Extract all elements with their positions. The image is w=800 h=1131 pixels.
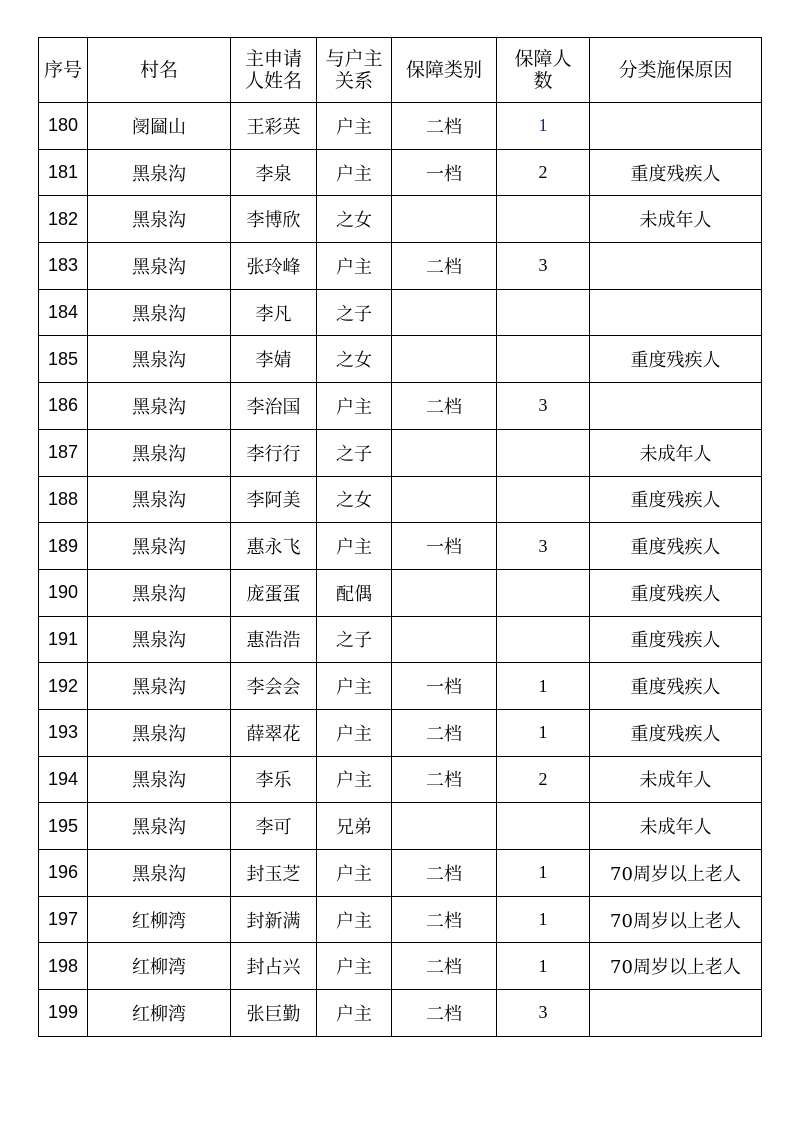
cell-count [497, 196, 590, 243]
cell-reason: 重度残疾人 [590, 523, 762, 570]
cell-village: 黑泉沟 [88, 756, 231, 803]
cell-reason: 重度残疾人 [590, 569, 762, 616]
header-village: 村名 [88, 38, 231, 103]
cell-category [392, 476, 497, 523]
cell-applicant-name: 封玉芝 [231, 850, 317, 897]
cell-applicant-name: 李博欣 [231, 196, 317, 243]
cell-reason: 重度残疾人 [590, 476, 762, 523]
cell-applicant-name: 李泉 [231, 149, 317, 196]
header-index: 序号 [39, 38, 88, 103]
table-row [39, 103, 762, 150]
cell-index: 193 [39, 709, 88, 756]
cell-village: 黑泉沟 [88, 476, 231, 523]
cell-relation: 户主 [317, 243, 392, 290]
cell-category: 二档 [392, 383, 497, 430]
cell-relation: 之子 [317, 616, 392, 663]
table-row [39, 990, 762, 1037]
cell-relation: 户主 [317, 149, 392, 196]
table-row [39, 149, 762, 196]
cell-category: 一档 [392, 663, 497, 710]
cell-index: 194 [39, 756, 88, 803]
cell-count [497, 429, 590, 476]
cell-reason: 未成年人 [590, 803, 762, 850]
table-row [39, 616, 762, 663]
cell-category: 二档 [392, 756, 497, 803]
cell-category: 二档 [392, 103, 497, 150]
cell-village: 黑泉沟 [88, 709, 231, 756]
cell-count: 2 [497, 149, 590, 196]
cell-village: 黑泉沟 [88, 523, 231, 570]
cell-category: 二档 [392, 850, 497, 897]
cell-applicant-name: 薛翠花 [231, 709, 317, 756]
cell-reason: 70周岁以上老人 [590, 850, 762, 897]
cell-applicant-name: 李婧 [231, 336, 317, 383]
cell-village: 黑泉沟 [88, 569, 231, 616]
cell-category [392, 289, 497, 336]
cell-relation: 户主 [317, 709, 392, 756]
cell-index: 198 [39, 943, 88, 990]
cell-category: 二档 [392, 896, 497, 943]
cell-relation: 户主 [317, 896, 392, 943]
cell-reason [590, 103, 762, 150]
cell-relation: 之女 [317, 196, 392, 243]
cell-relation: 户主 [317, 663, 392, 710]
cell-category: 一档 [392, 149, 497, 196]
cell-village: 黑泉沟 [88, 196, 231, 243]
cell-count: 1 [497, 709, 590, 756]
table-row [39, 803, 762, 850]
cell-category [392, 429, 497, 476]
cell-reason: 重度残疾人 [590, 616, 762, 663]
cell-category: 二档 [392, 943, 497, 990]
header-count: 保障人数 [497, 38, 590, 103]
cell-reason [590, 383, 762, 430]
table-row [39, 756, 762, 803]
cell-index: 187 [39, 429, 88, 476]
cell-index: 192 [39, 663, 88, 710]
table-row [39, 336, 762, 383]
cell-index: 180 [39, 103, 88, 150]
cell-count [497, 803, 590, 850]
cell-applicant-name: 李凡 [231, 289, 317, 336]
header-category: 保障类别 [392, 38, 497, 103]
cell-reason: 未成年人 [590, 429, 762, 476]
cell-index: 191 [39, 616, 88, 663]
cell-reason [590, 990, 762, 1037]
cell-index: 197 [39, 896, 88, 943]
table-row [39, 896, 762, 943]
cell-category [392, 569, 497, 616]
table-row [39, 523, 762, 570]
table-row [39, 383, 762, 430]
cell-reason: 重度残疾人 [590, 709, 762, 756]
cell-village: 黑泉沟 [88, 803, 231, 850]
cell-count: 1 [497, 943, 590, 990]
cell-relation: 之子 [317, 429, 392, 476]
table-row [39, 243, 762, 290]
cell-count [497, 289, 590, 336]
cell-applicant-name: 张巨勤 [231, 990, 317, 1037]
table-row [39, 289, 762, 336]
cell-count: 3 [497, 383, 590, 430]
header-row [39, 38, 762, 103]
cell-category: 二档 [392, 990, 497, 1037]
cell-reason: 重度残疾人 [590, 149, 762, 196]
cell-category: 二档 [392, 709, 497, 756]
cell-reason [590, 289, 762, 336]
table-row [39, 943, 762, 990]
cell-applicant-name: 李可 [231, 803, 317, 850]
cell-category [392, 803, 497, 850]
cell-count [497, 336, 590, 383]
cell-count: 3 [497, 523, 590, 570]
cell-village: 红柳湾 [88, 896, 231, 943]
cell-index: 182 [39, 196, 88, 243]
table-row [39, 709, 762, 756]
cell-category [392, 616, 497, 663]
cell-count: 1 [497, 103, 590, 150]
cell-index: 186 [39, 383, 88, 430]
cell-relation: 之女 [317, 336, 392, 383]
header-reason: 分类施保原因 [590, 38, 762, 103]
cell-relation: 之女 [317, 476, 392, 523]
cell-reason: 70周岁以上老人 [590, 896, 762, 943]
cell-index: 181 [39, 149, 88, 196]
cell-village: 红柳湾 [88, 943, 231, 990]
cell-applicant-name: 封占兴 [231, 943, 317, 990]
cell-relation: 户主 [317, 850, 392, 897]
table-row [39, 196, 762, 243]
cell-index: 196 [39, 850, 88, 897]
cell-index: 190 [39, 569, 88, 616]
cell-count: 3 [497, 243, 590, 290]
cell-applicant-name: 张玲峰 [231, 243, 317, 290]
cell-applicant-name: 惠永飞 [231, 523, 317, 570]
table-body [39, 103, 762, 1037]
cell-count [497, 569, 590, 616]
cell-reason: 未成年人 [590, 756, 762, 803]
cell-index: 184 [39, 289, 88, 336]
table-row [39, 429, 762, 476]
cell-applicant-name: 李乐 [231, 756, 317, 803]
cell-reason [590, 243, 762, 290]
cell-relation: 户主 [317, 756, 392, 803]
cell-count: 2 [497, 756, 590, 803]
table-row [39, 663, 762, 710]
table-row [39, 476, 762, 523]
cell-relation: 配偶 [317, 569, 392, 616]
cell-village: 黑泉沟 [88, 336, 231, 383]
cell-count: 3 [497, 990, 590, 1037]
cell-relation: 之子 [317, 289, 392, 336]
cell-relation: 户主 [317, 990, 392, 1037]
cell-village: 黑泉沟 [88, 289, 231, 336]
cell-reason: 70周岁以上老人 [590, 943, 762, 990]
cell-category [392, 336, 497, 383]
cell-relation: 户主 [317, 103, 392, 150]
cell-applicant-name: 庞蛋蛋 [231, 569, 317, 616]
cell-category: 二档 [392, 243, 497, 290]
cell-relation: 户主 [317, 943, 392, 990]
cell-index: 189 [39, 523, 88, 570]
cell-count: 1 [497, 663, 590, 710]
cell-applicant-name: 李行行 [231, 429, 317, 476]
cell-category: 一档 [392, 523, 497, 570]
cell-reason: 重度残疾人 [590, 336, 762, 383]
table-row [39, 850, 762, 897]
cell-village: 黑泉沟 [88, 616, 231, 663]
header-relation: 与户主关系 [317, 38, 392, 103]
cell-village: 红柳湾 [88, 990, 231, 1037]
cell-applicant-name: 惠浩浩 [231, 616, 317, 663]
table-row [39, 569, 762, 616]
cell-category [392, 196, 497, 243]
cell-count: 1 [497, 850, 590, 897]
cell-index: 199 [39, 990, 88, 1037]
cell-village: 黑泉沟 [88, 850, 231, 897]
cell-applicant-name: 李会会 [231, 663, 317, 710]
cell-index: 185 [39, 336, 88, 383]
cell-index: 195 [39, 803, 88, 850]
cell-reason: 重度残疾人 [590, 663, 762, 710]
cell-applicant-name: 王彩英 [231, 103, 317, 150]
header-applicant: 主申请人姓名 [231, 38, 317, 103]
cell-applicant-name: 封新满 [231, 896, 317, 943]
cell-index: 183 [39, 243, 88, 290]
cell-applicant-name: 李治国 [231, 383, 317, 430]
cell-relation: 兄弟 [317, 803, 392, 850]
cell-village: 黑泉沟 [88, 383, 231, 430]
cell-count [497, 616, 590, 663]
cell-applicant-name: 李阿美 [231, 476, 317, 523]
cell-relation: 户主 [317, 383, 392, 430]
cell-count [497, 476, 590, 523]
cell-village: 黑泉沟 [88, 149, 231, 196]
cell-village: 黑泉沟 [88, 429, 231, 476]
cell-village: 黑泉沟 [88, 663, 231, 710]
cell-count: 1 [497, 896, 590, 943]
cell-village: 阌圙山 [88, 103, 231, 150]
cell-index: 188 [39, 476, 88, 523]
assistance-roster-table [38, 37, 762, 1037]
cell-reason: 未成年人 [590, 196, 762, 243]
cell-village: 黑泉沟 [88, 243, 231, 290]
cell-relation: 户主 [317, 523, 392, 570]
